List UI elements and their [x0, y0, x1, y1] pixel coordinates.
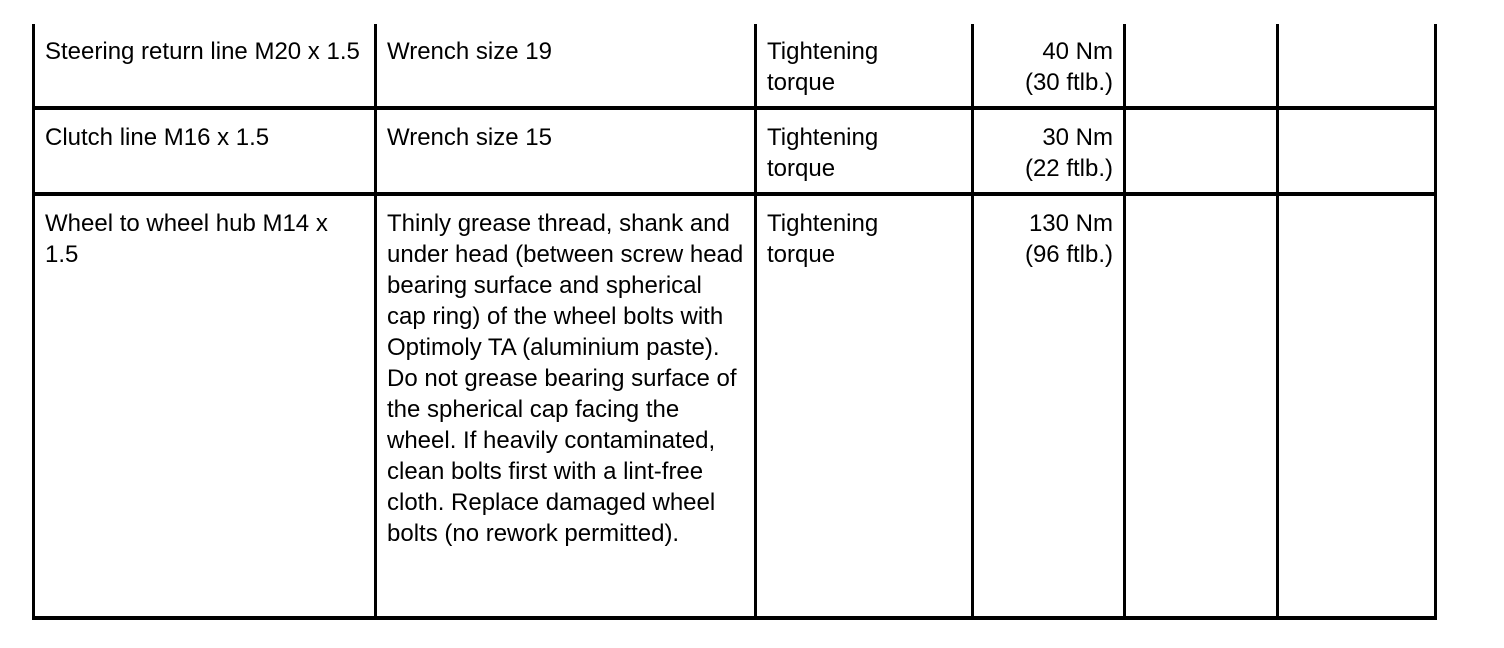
note-cell: Wrench size 19 [376, 24, 756, 108]
table-row [34, 194, 1436, 618]
torque-ftlb: (96 ftlb.) [1024, 241, 1113, 268]
component-cell: Steering return line M20 x 1.5 [34, 24, 376, 108]
table-row [34, 108, 1436, 194]
torque-nm: 30 Nm [1042, 124, 1113, 151]
torque-nm: 130 Nm [1028, 210, 1113, 237]
torque-ftlb: (22 ftlb.) [1024, 155, 1113, 182]
type-cell [756, 194, 973, 618]
type-label-line2: torque [767, 241, 836, 268]
torque-ftlb: (30 ftlb.) [1024, 69, 1113, 96]
value-cell [973, 108, 1125, 194]
note-cell: Thinly grease thread, shank and under head (between screw head bearing surface and spherical cap ring) of the wheel bolts with Optimoly TA (aluminium paste). Do not grease bearing surface of the spherical cap facing the wheel. If heavily contaminated, clean bolts first with a lint-free cloth. Replace damaged wheel bolts (no rework permitted). [376, 194, 756, 618]
type-label-line1: Tightening [767, 38, 879, 65]
type-cell [756, 24, 973, 108]
value-cell [973, 24, 1125, 108]
empty-cell [1278, 108, 1436, 194]
type-label-line1: Tightening [767, 124, 879, 151]
empty-cell [1278, 24, 1436, 108]
empty-cell [1125, 108, 1278, 194]
type-cell [756, 108, 973, 194]
torque-nm: 40 Nm [1042, 38, 1113, 65]
component-cell: Clutch line M16 x 1.5 [34, 108, 376, 194]
table-row [34, 24, 1436, 108]
value-cell [973, 194, 1125, 618]
torque-spec-table [32, 24, 1437, 620]
type-label-line2: torque [767, 155, 836, 182]
empty-cell [1125, 194, 1278, 618]
note-cell: Wrench size 15 [376, 108, 756, 194]
empty-cell [1278, 194, 1436, 618]
empty-cell [1125, 24, 1278, 108]
type-label-line1: Tightening [767, 210, 879, 237]
type-label-line2: torque [767, 69, 836, 96]
component-cell: Wheel to wheel hub M14 x 1.5 [34, 194, 376, 618]
